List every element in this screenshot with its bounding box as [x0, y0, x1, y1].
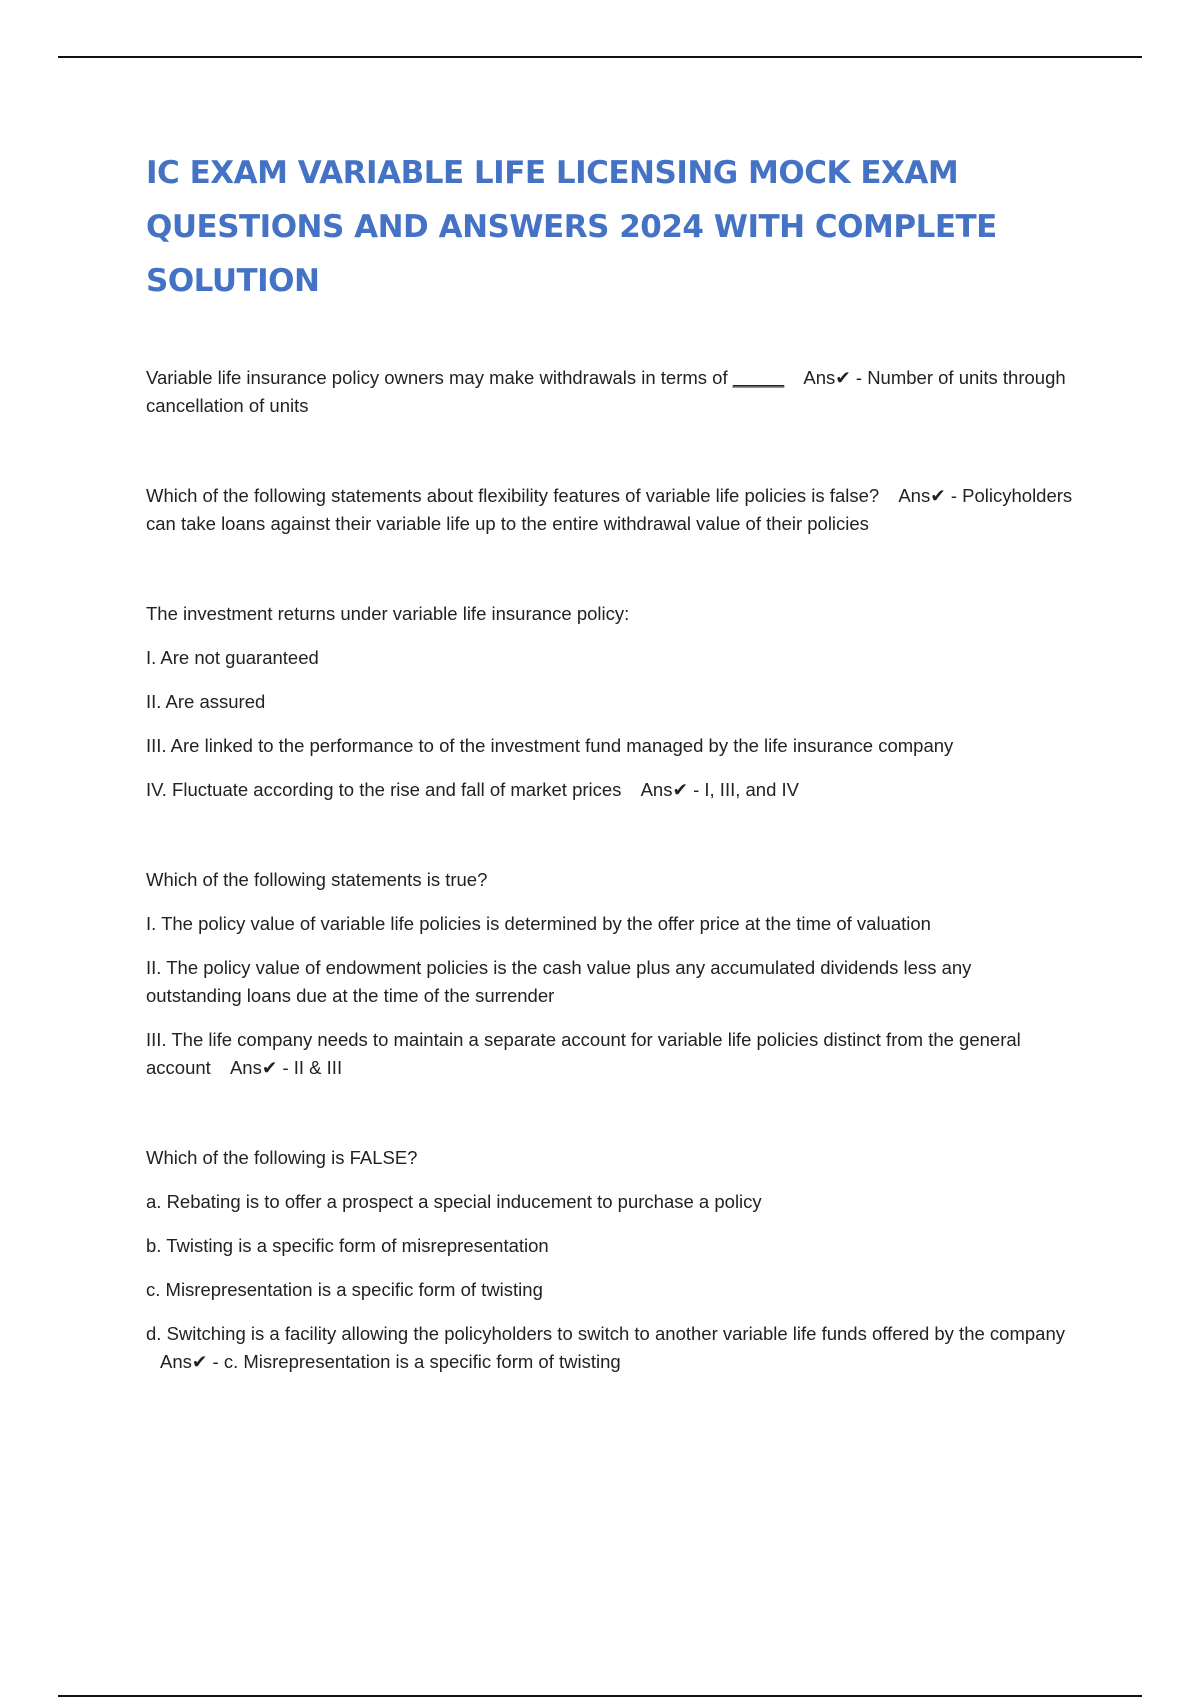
question-text	[146, 482, 1096, 538]
document-body	[146, 146, 1086, 1376]
option-item: b. Twisting is a specific form of misrepresentation	[146, 1235, 549, 1256]
document-title: IC EXAM VARIABLE LIFE LICENSING MOCK EXAM QUESTIONS AND ANSWERS 2024 WITH COMPLETE SOLUTION	[146, 155, 997, 299]
answer-text: I, III, and IV	[704, 779, 799, 800]
question-text: The investment returns under variable life insurance policy:	[146, 603, 630, 624]
option-item: I. The policy value of variable life policies is determined by the offer price at the time of valuation	[146, 913, 931, 934]
answer-prefix: Ans✔ -	[803, 367, 863, 388]
option-text: III. The life company needs to maintain a separate account for variable life policies distinct from the general account	[146, 1029, 1021, 1078]
option-item: c. Misrepresentation is a specific form of twisting	[146, 1279, 543, 1300]
option-item: II. The policy value of endowment policies is the cash value plus any accumulated dividends less any outstanding loans due at the time of the surrender	[146, 957, 972, 1006]
answer-text: II & III	[293, 1057, 343, 1078]
question-text: Which of the following is FALSE?	[146, 1147, 418, 1168]
option-item	[146, 1026, 1066, 1082]
footer-rule	[58, 1695, 1142, 1697]
option-item: II. Are assured	[146, 691, 266, 712]
question-text	[146, 364, 1096, 420]
option-text: d. Switching is a facility allowing the policyholders to switch to another variable life funds offered by the company	[146, 1323, 1065, 1344]
question-text: Which of the following statements is true?	[146, 869, 488, 890]
answer-prefix: Ans✔ -	[160, 1351, 219, 1372]
answer-blank: _____	[732, 367, 785, 388]
option-item: I. Are not guaranteed	[146, 647, 319, 668]
qa-block	[146, 1144, 1086, 1376]
header-rule	[58, 56, 1142, 58]
answer-prefix: Ans✔ -	[229, 1057, 289, 1078]
option-text: IV. Fluctuate according to the rise and fall of market prices	[146, 779, 622, 800]
answer-prefix: Ans✔ -	[640, 779, 700, 800]
option-item: III. Are linked to the performance to of the investment fund managed by the life insurance company	[146, 735, 954, 756]
qa-block	[146, 866, 1086, 1082]
option-item	[146, 776, 1086, 804]
option-item: a. Rebating is to offer a prospect a special inducement to purchase a policy	[146, 1191, 762, 1212]
qa-block	[146, 482, 1086, 538]
answer-prefix: Ans✔ -	[898, 485, 957, 506]
question-stem: Variable life insurance policy owners may make withdrawals in terms of	[146, 367, 728, 388]
answer-text: c. Misrepresentation is a specific form of twisting	[223, 1351, 621, 1372]
qa-block	[146, 364, 1086, 420]
qa-block	[146, 600, 1086, 804]
answer-text: Number of units through cancellation of units	[146, 367, 1066, 416]
answer-text: Policyholders can take loans against their variable life up to the entire withdrawal value of their policies	[146, 485, 1073, 534]
option-item	[146, 1320, 1096, 1376]
question-stem: Which of the following statements about flexibility features of variable life policies is false?	[146, 485, 880, 506]
